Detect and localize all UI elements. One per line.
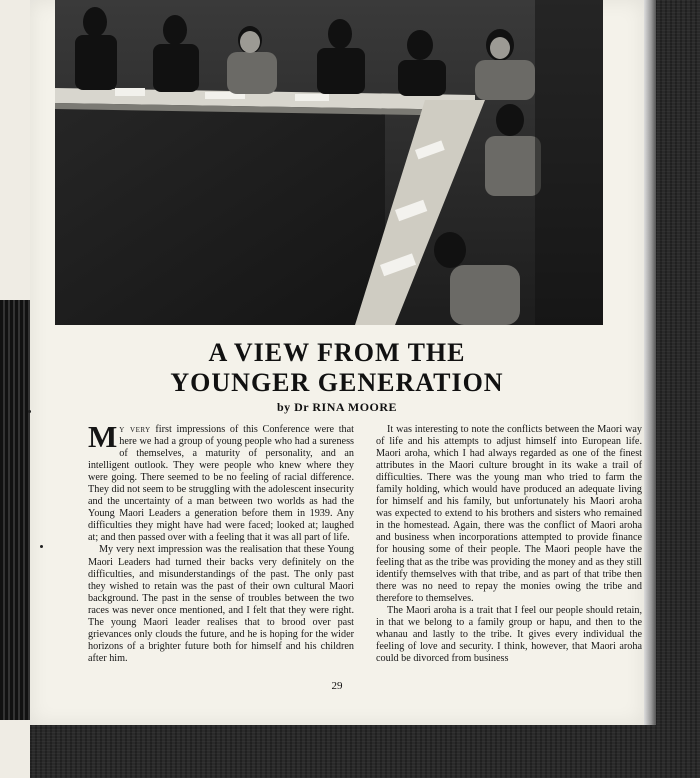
- binding-shadow: [0, 300, 30, 720]
- drop-cap: M: [88, 419, 118, 454]
- page-right-edge: [644, 0, 656, 725]
- right-text-column: [376, 424, 642, 665]
- right-paragraph-2: The Maori aroha is a trait that I feel our people should retain, in that we belong to a family group or hapu, and then to the whanau and lastly to the tribe. It gives every individual the feeling of love and security. I think, however, that Maori aroha could be divorced from business: [376, 604, 642, 664]
- left-paragraph-2: My very next impression was the realisation that these Young Maori Leaders had turned their backs very definitely on the difficulties, and misunderstandings of the past. The only past they wished to retain was the past of their own cultural Maori background. The past in the sense of troubles between the two races was never once mentioned, and I felt that they were right. The young Maori leader realises that to brood over past grievances only clouds the future, and he is hoping for the wider horizons of a brighter future both for himself and his children after him.: [88, 544, 354, 664]
- scan-speck: [28, 410, 31, 413]
- right-paragraph-1: It was interesting to note the conflicts between the Maori way of life and his attempts to adjust himself into European life. Maori aroha, which I had always regarded as one of the finest attributes in the Maori culture brought in its wake a trail of difficulties. There was the young man who tried to farm the family holding, which would have produced an adequate living for himself and his family, but unfortunately his Maori aroha was expected to extend to his brothers and sisters who remained in the homestead. Again, there was the conflict of Maori aroha and business when incorporations attempted to provide finance for housing some of their people. The Maori people have the feeling that as the tribe was providing the money and as they still identify themselves with that tribe, and as part of that tribe then there was no need to repay the monies owing the tribe and therefore to themselves.: [376, 424, 642, 604]
- article-title-line-2: YOUNGER GENERATION: [170, 368, 504, 397]
- scan-speck: [40, 545, 43, 548]
- left-paragraph-1: [88, 419, 354, 544]
- page-number: 29: [331, 680, 343, 692]
- magazine-page: [30, 0, 644, 725]
- lead-in-small-caps: y very: [119, 424, 151, 435]
- left-paragraph-1-text: first impressions of this Conference were that here we had a group of young people who had a sureness of themselves, a maturity of personality, and an intelligent outlook. They were people who knew where they were going. There seemed to be no feeling of racial difference. They did not seem to be struggling with the adolescent insecurity and the uncertainty of a man between two worlds as had the Young Maori Leaders a generation before them in 1939. Any difficulties they might have had were faced; looked at; laughed at; and then passed over with a feeling that it was all part of life.: [88, 424, 354, 544]
- article-title-line-1: A VIEW FROM THE: [208, 338, 466, 367]
- article-byline: by Dr RINA MOORE: [276, 400, 398, 414]
- conference-photo: [55, 0, 603, 325]
- left-text-column: [88, 419, 354, 665]
